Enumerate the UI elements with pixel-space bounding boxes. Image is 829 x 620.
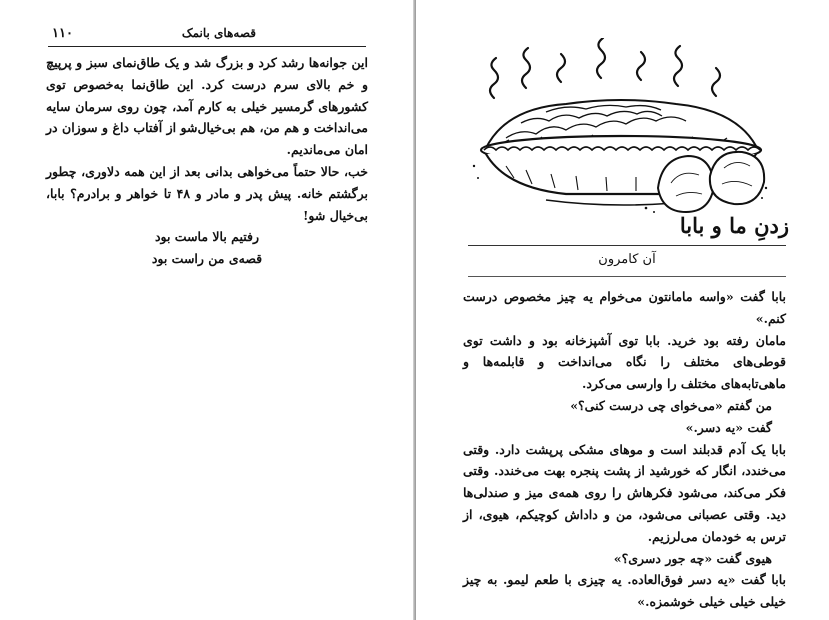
paragraph: مامان رفته بود خرید. بابا توی آشپزخانه بود و داشت توی قوطی‌های مختلف را نگاه می‌انداخت و قابلمه‌ها و ماهی‌تابه‌های مختلف را وارسی می‌کرد.: [463, 332, 786, 392]
paragraph: گفت «یه دسر.»: [685, 419, 772, 435]
closing-verse-line: قصه‌ی من راست بود: [151, 251, 263, 267]
closing-verse-line: رفتیم بالا ماست بود: [154, 229, 260, 245]
paragraph: بابا یک آدم قدبلند است و موهای مشکی پرپشت دارد. وقتی می‌خندد، انگار که خورشید از پشت پنجره بهت می‌خندد. وقتی فکر می‌کند، می‌شود فکرهاش را روی همه‌ی میز و صندلی‌ها دید. وقتی عصبانی می‌شود، من و داداش کوچیکم، هیوی، از ترس به خودمان می‌لرزیم.: [463, 441, 786, 544]
right-page: [416, 0, 829, 620]
paragraph: بابا گفت «یه دسر فوق‌العاده. یه چیزی با طعم لیمو. به چیز خیلی خیلی خیلی خوشمزه.»: [463, 572, 786, 610]
right-page-text: [463, 286, 786, 613]
title-divider: [468, 245, 786, 246]
pie-illustration: [466, 38, 776, 218]
running-title: قصه‌های بانمک: [181, 26, 256, 40]
author-divider: [468, 276, 786, 277]
paragraph: من گفتم «می‌خوای چی درست کنی؟»: [570, 397, 772, 413]
story-title: زدنِ ما و بابا: [679, 213, 789, 238]
running-head: [48, 26, 366, 47]
left-page-text: [46, 52, 368, 270]
paragraph: بابا گفت «واسه مامانتون می‌خوام یه چیز مخصوص درست کنم.»: [463, 289, 786, 326]
paragraph: این جوانه‌ها رشد کرد و بزرگ شد و یک طاق‌نمای سبز و پرپیچ و خم بالای سرم درست کرد. این طاق‌نما به‌خصوص توی کشورهای گرمسیر خیلی به کارم آمد، چون روی سرمان سایه می‌انداخت و هم من، هم بی‌خیال‌شو از آفتاب داغ و سوزان در امان می‌ماندیم.: [46, 55, 368, 158]
page-number: ۱۱۰: [52, 26, 73, 41]
author-name: آن کامرون: [598, 252, 656, 267]
paragraph: خب، حالا حتماً می‌خواهی بدانی بعد از این همه دلاوری، چطور برگشتم خانه. پیش پدر و مادر و ۴۸ تا خواهر و برادرم؟ بابا، بی‌خیال شو!: [46, 163, 369, 223]
paragraph: هیوی گفت «چه جور دسری؟»: [613, 550, 772, 566]
left-page: [0, 0, 414, 620]
